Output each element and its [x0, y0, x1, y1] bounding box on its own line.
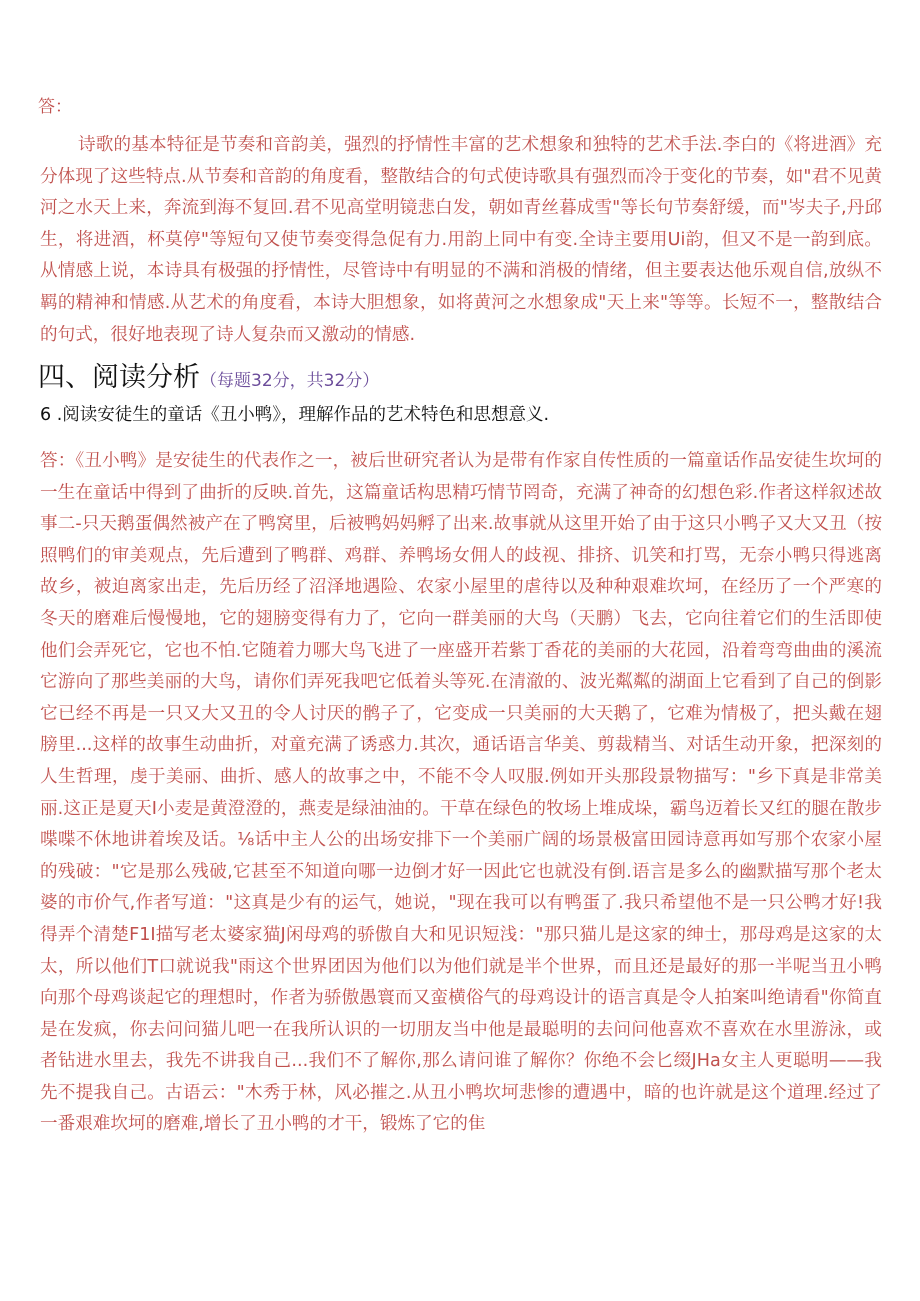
section-heading — [38, 355, 379, 394]
section-title: 四、阅读分析 — [38, 362, 200, 393]
question-6: 6 .阅读安徒生的童话《丑小鸭》，理解作品的艺术特色和思想意义. — [40, 405, 550, 425]
section-score: （每题32分，共32分） — [200, 371, 380, 391]
answer-paragraph-poetry: 诗歌的基本特征是节奏和音韵美，强烈的抒情性丰富的艺术想象和独特的艺术手法.李白的《将进酒》充分体现了这些特点.从节奏和音韵的角度看，整散结合的句式使诗歌具有强烈而冷于变化的节奏，如"君不见黄河之水天上来，奔流到海不复回.君不见高堂明镜悲白发，朝如青丝暮成雪"等长句节奏舒缓，而"岑夫子,丹邱生，将进酒，杯莫停"等短句又使节奏变得急促有力.用韵上同中有变.全诗主要用Ui韵，但又不是一韵到底。从情感上说，本诗具有极强的抒情性，尽管诗中有明显的不满和消极的情绪，但主要表达他乐观自信,放纵不羁的精神和情感.从艺术的角度看，本诗大胆想象，如将黄河之水想象成"天上来"等等。长短不一，整散结合的句式，很好地表现了诗人复杂而又激动的情感. — [40, 135, 882, 345]
answer-label: 答： — [38, 97, 72, 117]
answer-paragraph-ugly-duckling: 答：《丑小鸭》是安徒生的代表作之一，被后世研究者认为是带有作家自传性质的一篇童话作品安徒生坎坷的一生在童话中得到了曲折的反映.首先，这篇童话构思精巧情节罔奇，充满了神奇的幻想色彩.作者这样叙述故事二-只天鹅蛋偶然被产在了鸭窝里，后被鸭妈妈孵了出来.故事就从这里开始了由于这只小鸭子又大又丑（按照鸭们的审美观点，先后遭到了鸭群、鸡群、养鸭场女佣人的歧视、排挤、讥笑和打骂，无奈小鸭只得逃离故乡，被迫离家出走，先后历经了沼泽地遇险、农家小屋里的虐待以及种种艰难坎坷，在经历了一个严寒的冬天的磨难后慢慢地，它的翅膀变得有力了，它向一群美丽的大鸟（天鹏）飞去，它向往着它们的生活即使他们会弄死它，它也不怕.它随着力哪大鸟飞进了一座盛开若紫丁香花的美丽的大花园，沿着弯弯曲曲的溪流它游向了那些美丽的大鸟，请你们弄死我吧它低着头等死.在清澈的、波光粼粼的湖面上它看到了自己的倒影它已经不再是一只又大又丑的令人讨厌的鹘子了，它变成一只美丽的大天鹅了，它难为情极了，把头戴在翅膀里...这样的故事生动曲折，对童充满了诱惑力.其次，通话语言华美、剪裁精当、对话生动开象，把深刻的人生哲理，虔于美丽、曲折、感人的故事之中，不能不令人叹服.例如开头那段景物描写："乡下真是非常美丽.这正是夏天I小麦是黄澄澄的，燕麦是绿油油的。干草在绿色的牧场上堆成垛，霸鸟迈着长又红的腿在散步喋喋不休地讲着埃及话。⅛话中主人公的出场安排下一个美丽广阔的场景极富田园诗意再如写那个农家小屋的残破："它是那么残破,它甚至不知道向哪一边倒才好一因此它也就没有倒.语言是多么的幽默描写那个老太婆的市价气,作者写道："这真是少有的运气，她说，"现在我可以有鸭蛋了.我只希望他不是一只公鸭才好!我得弄个清楚F1I描写老太婆家猫J闲母鸡的骄傲自大和见识短浅："那只猫儿是这家的绅士，那母鸡是这家的太太，所以他们T口就说我"雨这个世界团因为他们以为他们就是半个世界，而且还是最好的那一半呢当丑小鸭向那个母鸡谈起它的理想时，作者为骄傲愚寰而又蛮横俗气的母鸡设计的语言真是令人拍案叫绝请看"你简直是在发疯，你去问问猫儿吧一在我所认识的一切朋友当中他是最聪明的去问问他喜欢不喜欢在水里游泳，或者钻进水里去，我先不讲我自己...我们不了解你,那么请问谁了解你？你绝不会匕缀JHa女主人更聪明——我先不提我自己。古语云："木秀于林，风必摧之.从丑小鸭坎坷悲惨的遭遇中，暗的也许就是这个道理.经过了一番艰难坎坷的磨难,增长了丑小鸭的才干，锻炼了它的隹 — [40, 451, 882, 1135]
